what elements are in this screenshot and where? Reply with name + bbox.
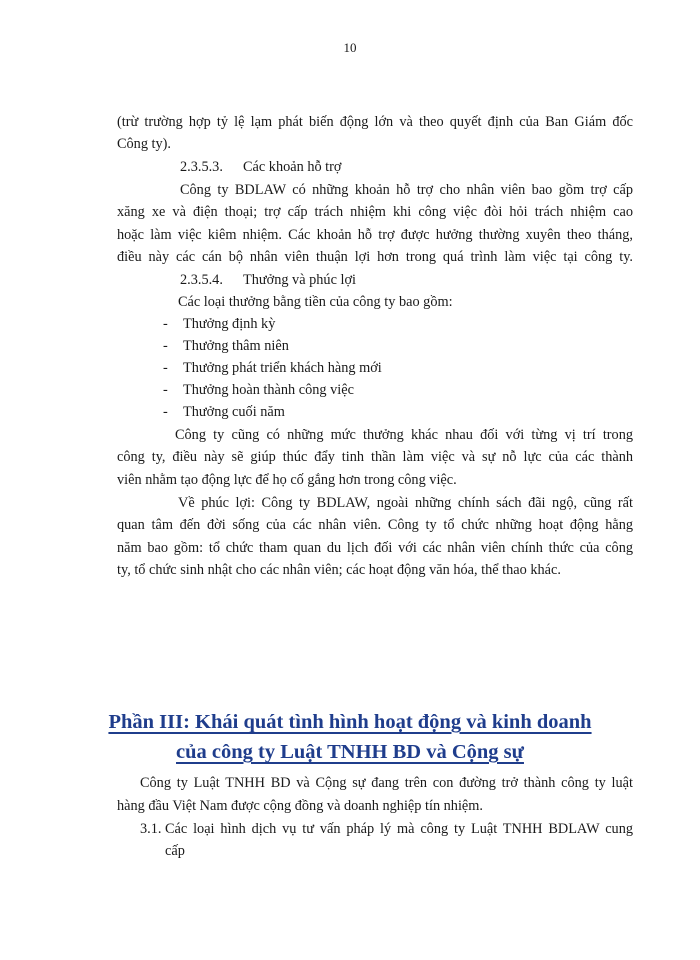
bullet-marker: -	[163, 338, 168, 354]
subsection-number: 2.3.5.4.	[180, 272, 223, 288]
list-item: Thưởng hoàn thành công việc	[183, 382, 354, 398]
subsection-number: 2.3.5.3.	[180, 159, 223, 175]
body-line: xăng xe và điện thoại; trợ cấp trách nhiệm khi công việc đòi hỏi trách nhiệm cao	[117, 204, 633, 220]
body-line: hàng đầu Việt Nam được cộng đồng và doanh nghiệp tín nhiệm.	[117, 798, 483, 814]
body-line: hoặc làm việc kiêm nhiệm. Các khoản hỗ trợ được hưởng thường xuyên theo tháng,	[117, 227, 633, 243]
body-line: Các loại thưởng bằng tiền của công ty bao gồm:	[178, 294, 453, 310]
body-line: cấp	[165, 843, 185, 859]
list-number: 3.1.	[140, 821, 162, 837]
body-line: viên nhằm tạo động lực để họ cố gắng hơn trong công việc.	[117, 472, 457, 488]
body-line: năm bao gồm: tổ chức tham quan du lịch đối với các nhân viên chính thức của công	[117, 540, 633, 556]
body-line: Công ty BDLAW có những khoản hỗ trợ cho nhân viên bao gồm trợ cấp	[180, 182, 633, 198]
bullet-marker: -	[163, 382, 168, 398]
body-line: Các loại hình dịch vụ tư vấn pháp lý mà công ty Luật TNHH BDLAW cung	[165, 821, 633, 837]
page-number: 10	[343, 40, 357, 55]
part-heading-line-2: của công ty Luật TNHH BD và Cộng sự	[176, 741, 524, 763]
body-line: Công ty Luật TNHH BD và Cộng sự đang trên con đường trở thành công ty luật	[140, 775, 633, 791]
body-line: (trừ trường hợp tỷ lệ lạm phát biến động lớn và theo quyết định của Ban Giám đốc	[117, 114, 633, 130]
bullet-marker: -	[163, 360, 168, 376]
subsection-title: Các khoản hỗ trợ	[243, 159, 342, 175]
list-item: Thưởng phát triển khách hàng mới	[183, 360, 382, 376]
bullet-marker: -	[163, 404, 168, 420]
list-item: Thưởng định kỳ	[183, 316, 276, 332]
body-line: quan tâm đến đời sống của các nhân viên. Công ty tổ chức những hoạt động hằng	[117, 517, 633, 533]
body-line: Công ty).	[117, 136, 172, 152]
body-line: công ty, điều này sẽ giúp thúc đẩy tinh thần làm việc và sự nỗ lực của các thành	[117, 449, 633, 465]
body-line: điều này các cán bộ nhân viên thuận lợi hơn trong quá trình làm việc tại công ty.	[117, 249, 633, 265]
list-item: Thưởng cuối năm	[183, 404, 285, 420]
body-line: ty, tổ chức sinh nhật cho các nhân viên; các hoạt động văn hóa, thể thao khác.	[117, 562, 561, 578]
part-heading-line-1: Phần III: Khái quát tình hình hoạt động và kinh doanh	[108, 711, 592, 733]
bullet-marker: -	[163, 316, 168, 332]
list-item: Thưởng thâm niên	[183, 338, 289, 354]
body-line: Về phúc lợi: Công ty BDLAW, ngoài những chính sách đãi ngộ, cũng rất	[178, 495, 633, 511]
body-line: Công ty cũng có những mức thưởng khác nhau đối với từng vị trí trong	[175, 427, 633, 443]
subsection-title: Thưởng và phúc lợi	[243, 272, 356, 288]
